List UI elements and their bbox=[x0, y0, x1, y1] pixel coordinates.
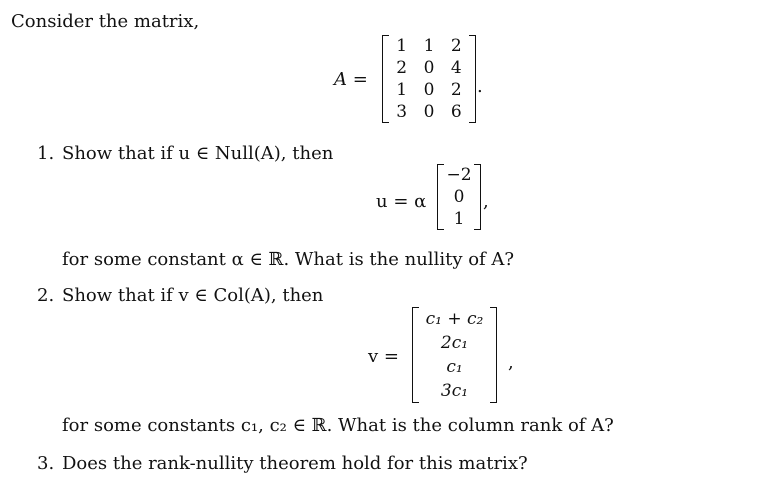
item2-number: 2. bbox=[37, 285, 55, 306]
matrix-a-cell: 1 bbox=[396, 36, 408, 56]
item1-text: Show that if u ∈ Null(A), then bbox=[62, 143, 334, 164]
matrix-a-label: A = bbox=[334, 69, 368, 90]
vector-entry: 1 bbox=[453, 209, 465, 229]
null-space-vector bbox=[437, 164, 481, 230]
item3-number: 3. bbox=[37, 453, 55, 474]
item2-followup: for some constants c₁, c₂ ∈ ℝ. What is the column rank of A? bbox=[62, 415, 614, 436]
item1-followup: for some constant α ∈ ℝ. What is the nullity of A? bbox=[62, 249, 515, 270]
item2-text: Show that if v ∈ Col(A), then bbox=[62, 285, 324, 306]
item1-equation-lhs: u = α bbox=[376, 191, 427, 212]
matrix-a-cell: 2 bbox=[450, 36, 462, 56]
item3-text: Does the rank-nullity theorem hold for this matrix? bbox=[62, 453, 528, 474]
matrix-a-cell: 0 bbox=[423, 58, 435, 78]
vector-entry: 2c₁ bbox=[440, 333, 469, 353]
matrix-a-cell: 2 bbox=[396, 58, 408, 78]
matrix-a-cell: 2 bbox=[450, 80, 462, 100]
item2-comma: , bbox=[508, 352, 514, 373]
vector-entry: 0 bbox=[453, 187, 465, 207]
matrix-a-cell: 4 bbox=[450, 58, 462, 78]
item2-equation-lhs: v = bbox=[368, 346, 399, 367]
matrix-a-cell: 1 bbox=[396, 80, 408, 100]
matrix-a-cell: 0 bbox=[423, 102, 435, 122]
matrix-a-cell: 0 bbox=[423, 80, 435, 100]
intro-text: Consider the matrix, bbox=[11, 11, 200, 32]
vector-entry: 3c₁ bbox=[440, 381, 469, 401]
item1-comma: , bbox=[483, 191, 489, 212]
vector-entry: c₁ + c₂ bbox=[425, 309, 484, 329]
matrix-a-period: . bbox=[477, 76, 483, 97]
vector-entry: −2 bbox=[446, 165, 472, 185]
vector-entry: c₁ bbox=[446, 357, 463, 377]
matrix-a-cell: 3 bbox=[396, 102, 408, 122]
matrix-a-cell: 6 bbox=[450, 102, 462, 122]
matrix-a-cell: 1 bbox=[423, 36, 435, 56]
matrix-a bbox=[382, 35, 476, 123]
column-space-vector bbox=[412, 307, 497, 403]
item1-number: 1. bbox=[37, 143, 55, 164]
